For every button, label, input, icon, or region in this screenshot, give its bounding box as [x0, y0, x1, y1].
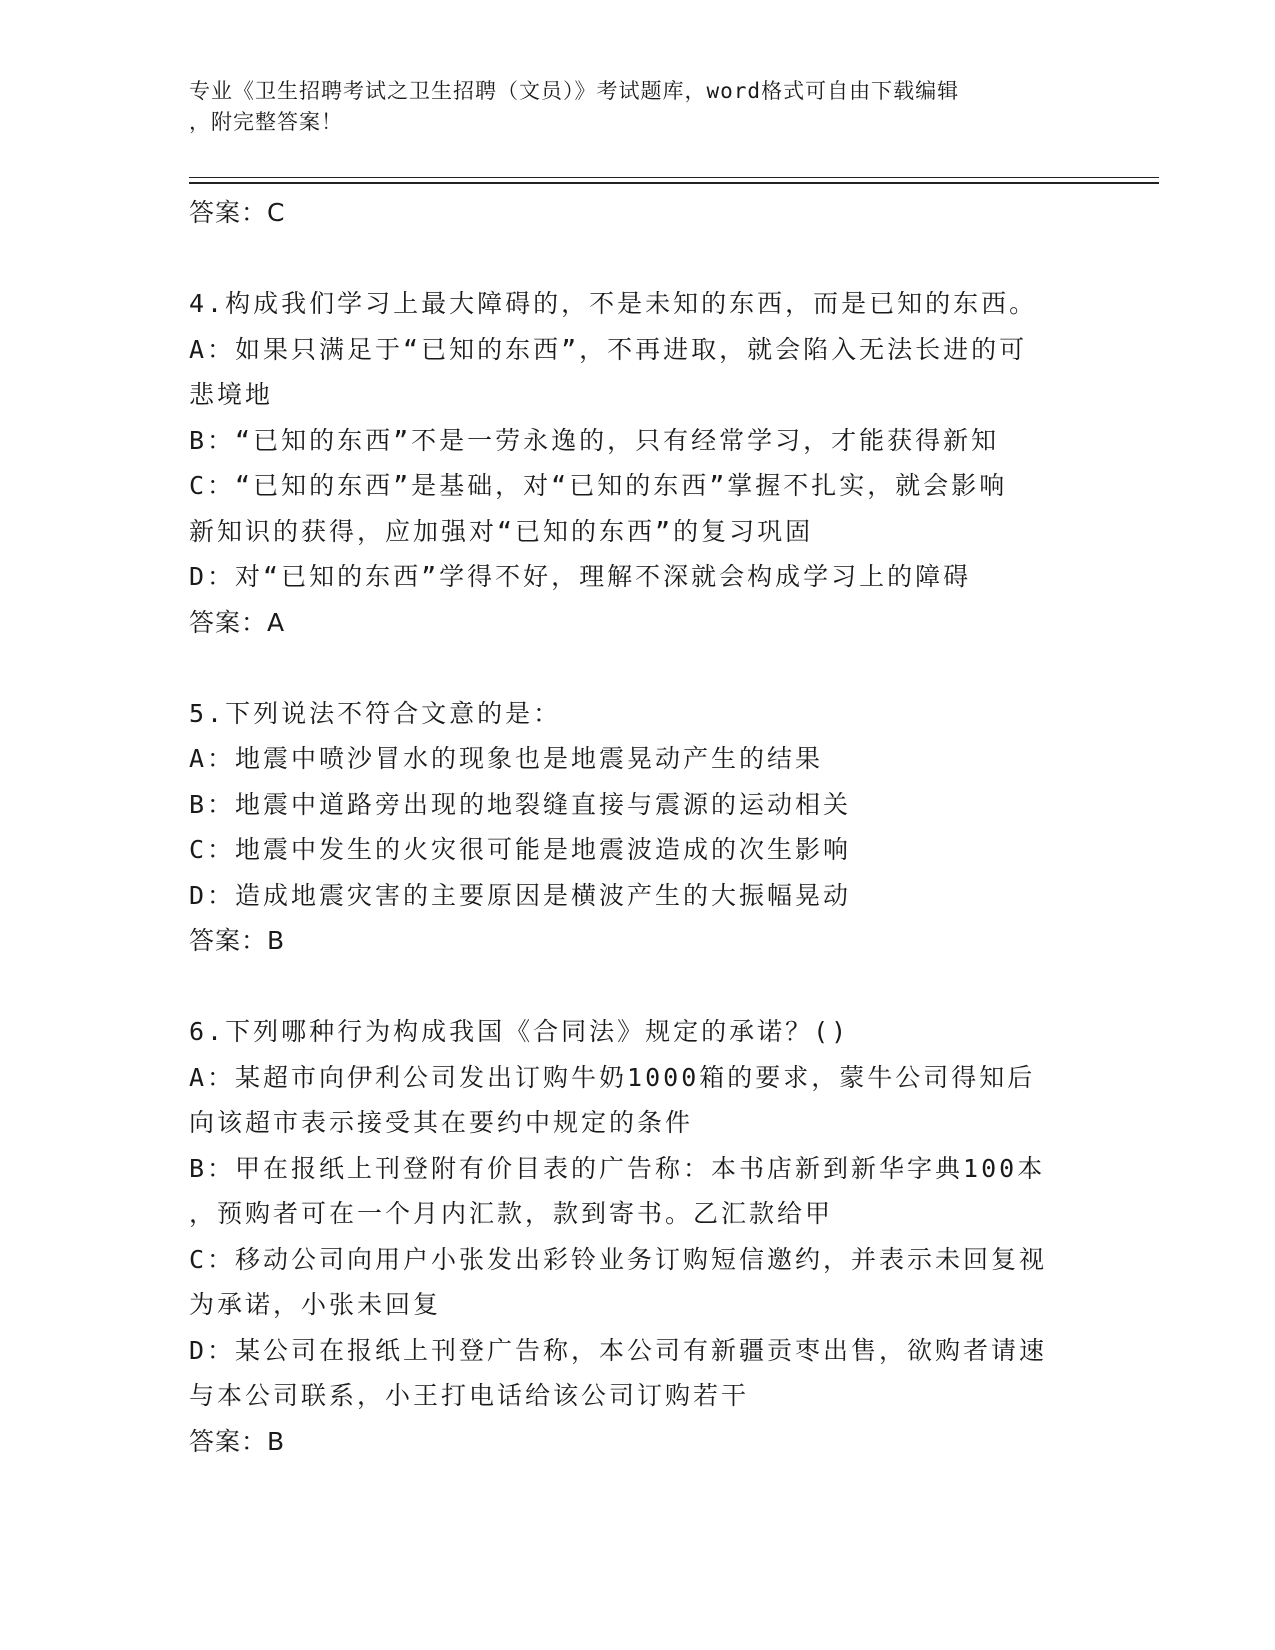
option-d: D：对“已知的东西”学得不好，理解不深就会构成学习上的障碍 [189, 562, 972, 591]
header-line-2: ，附完整答案！ [189, 110, 343, 134]
answer-line: 答案：B [189, 926, 286, 955]
option-a-continued: 悲境地 [189, 380, 274, 409]
option-c-continued: 新知识的获得，应加强对“已知的东西”的复习巩固 [189, 516, 814, 546]
option-a: A：某超市向伊利公司发出订购牛奶1000箱的要求，蒙牛公司得知后 [189, 1062, 1036, 1092]
option-a: A：地震中喷沙冒水的现象也是地震晃动产生的结果 [189, 744, 824, 773]
question-block-5 [189, 691, 1089, 964]
answer-line: 答案：B [189, 1426, 286, 1456]
option-d: D：造成地震灾害的主要原因是横波产生的大振幅晃动 [189, 880, 852, 910]
spacer [189, 236, 1089, 282]
header-rule-thin [189, 177, 1159, 178]
question-stem: 5.下列说法不符合文意的是： [189, 698, 562, 728]
option-c: C：地震中发生的火灾很可能是地震波造成的次生影响 [189, 835, 852, 864]
header-rule-thick [189, 182, 1159, 184]
question-block-6 [189, 1009, 1089, 1464]
question-block-3-tail [189, 190, 1089, 236]
question-list [189, 190, 1089, 1464]
option-d: D：某公司在报纸上刊登广告称，本公司有新疆贡枣出售，欲购者请速 [189, 1335, 1048, 1365]
spacer [189, 645, 1089, 691]
option-c-continued: 为承诺，小张未回复 [189, 1290, 442, 1319]
option-d-continued: 与本公司联系，小王打电话给该公司订购若干 [189, 1381, 750, 1410]
option-a: A：如果只满足于“已知的东西”，不再进取，就会陷入无法长进的可 [189, 334, 1028, 364]
answer-line: 答案：A [189, 607, 286, 637]
option-a-continued: 向该超市表示接受其在要约中规定的条件 [189, 1108, 694, 1137]
option-c: C：“已知的东西”是基础，对“已知的东西”掌握不扎实，就会影响 [189, 471, 1008, 500]
option-b-continued: ，预购者可在一个月内汇款，款到寄书。乙汇款给甲 [189, 1199, 834, 1228]
option-b: B：甲在报纸上刊登附有价目表的广告称：本书店新到新华字典100本 [189, 1153, 1046, 1183]
option-b: B：“已知的东西”不是一劳永逸的，只有经常学习，才能获得新知 [189, 425, 1000, 455]
question-block-4 [189, 281, 1089, 645]
option-b: B：地震中道路旁出现的地裂缝直接与震源的运动相关 [189, 789, 852, 819]
question-stem: 6.下列哪种行为构成我国《合同法》规定的承诺？() [189, 1017, 850, 1046]
document-header [189, 76, 1089, 138]
spacer [189, 964, 1089, 1010]
question-stem: 4.构成我们学习上最大障碍的，不是未知的东西，而是已知的东西。 [189, 289, 1038, 318]
option-c: C：移动公司向用户小张发出彩铃业务订购短信邀约，并表示未回复视 [189, 1244, 1048, 1274]
header-line-1: 专业《卫生招聘考试之卫生招聘（文员）》考试题库，word格式可自由下载编辑 [189, 79, 960, 103]
answer-line: 答案：C [189, 198, 286, 227]
